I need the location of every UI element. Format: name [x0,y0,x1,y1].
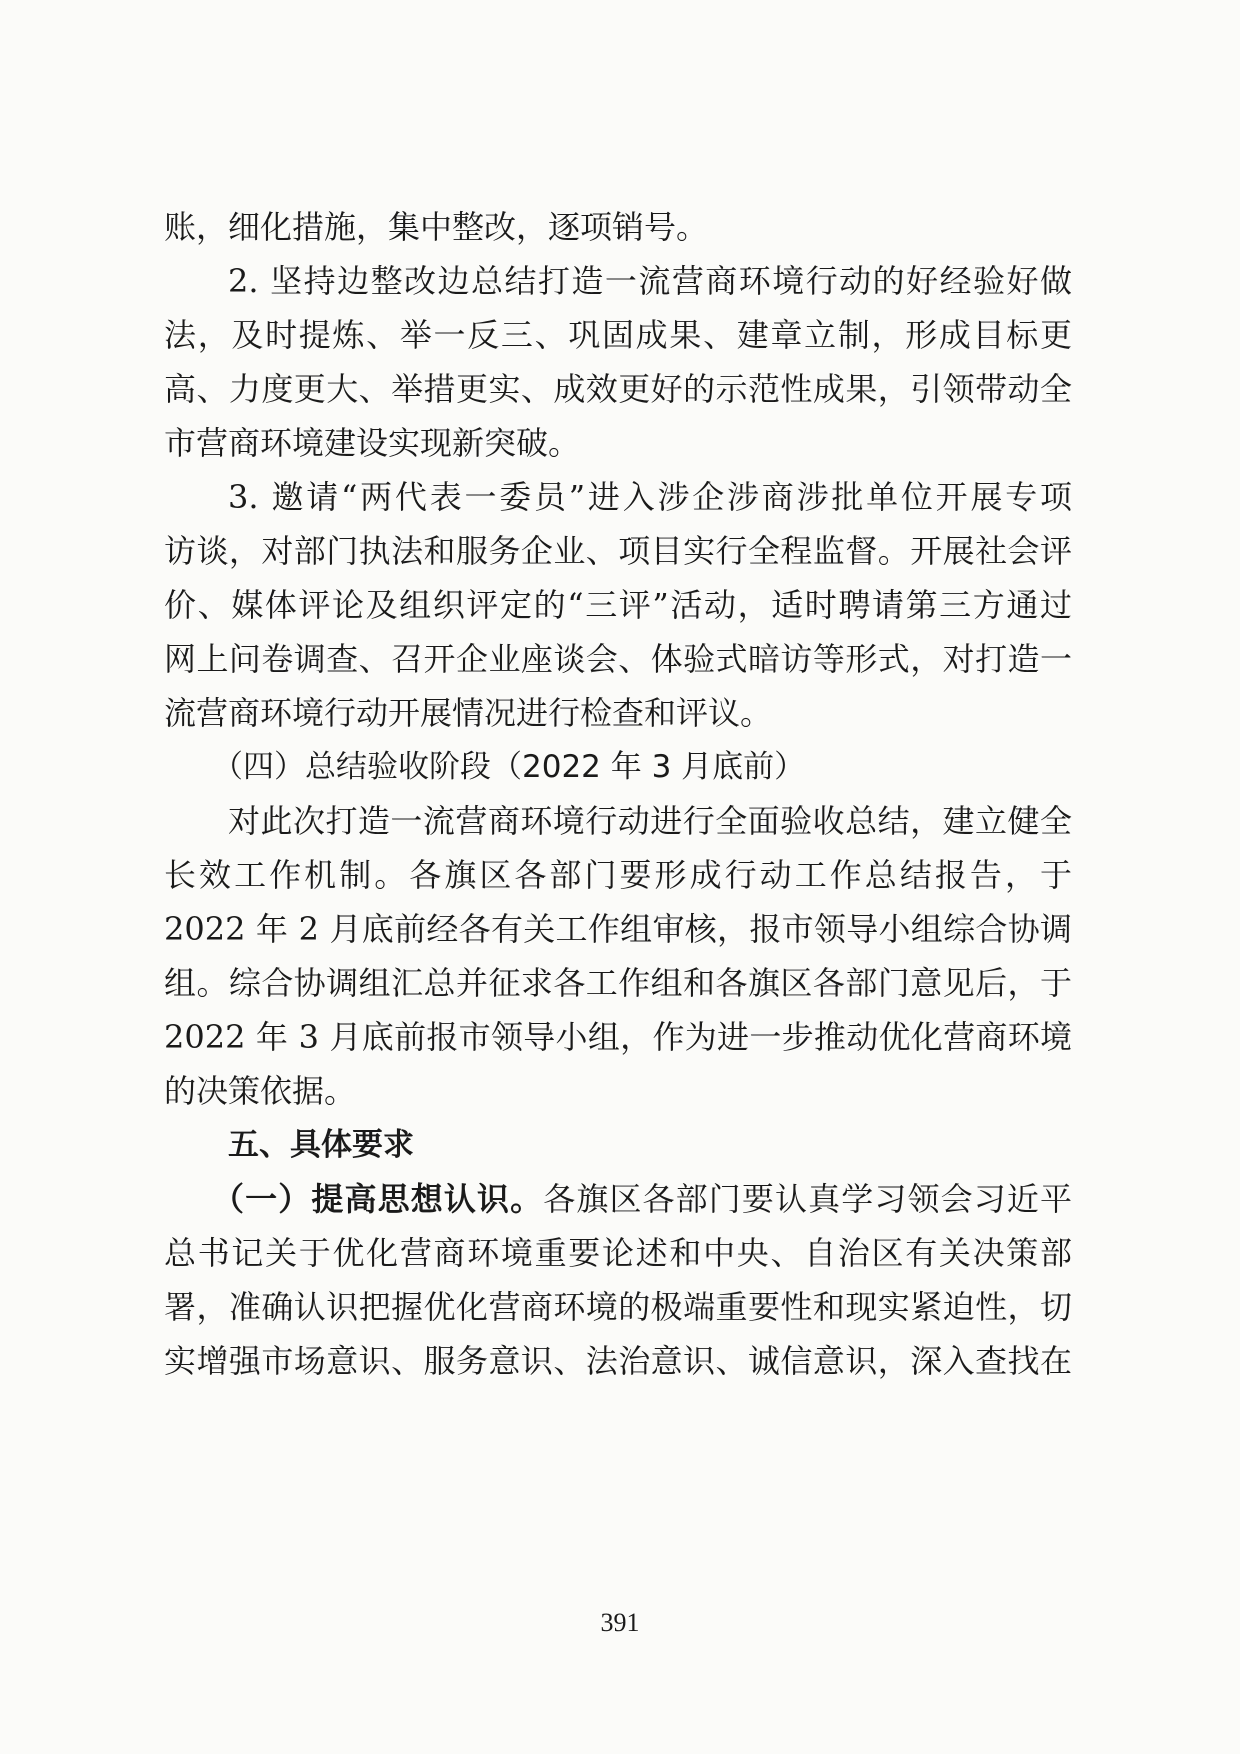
text-line: 3. 邀请“两代表一委员”进入涉企涉商涉批单位开展专项 [228,478,1072,516]
text-line: 实增强市场意识、服务意识、法治意识、诚信意识，深入查找在 [164,1342,1072,1380]
text-line: 网上问卷调查、召开企业座谈会、体验式暗访等形式，对打造一 [164,640,1072,678]
text-line: 总书记关于优化营商环境重要论述和中央、自治区有关决策部 [164,1234,1072,1272]
text-line: 账，细化措施，集中整改，逐项销号。 [164,208,709,246]
text-line: 访谈，对部门执法和服务企业、项目实行全程监督。开展社会评 [164,532,1072,570]
text-line [164,1179,1072,1219]
text-line: 2022 年 3 月底前报市领导小组，作为进一步推动优化营商环境 [164,1018,1072,1056]
text-line: 法，及时提炼、举一反三、巩固成果、建章立制，形成目标更 [164,316,1072,354]
text-line-rest: 各旗区各部门要认真学习领会习近平 [543,1180,1072,1218]
text-line: 高、力度更大、举措更实、成效更好的示范性成果，引领带动全 [164,370,1072,408]
section-heading: 五、具体要求 [228,1127,414,1163]
text-line: 2. 坚持边整改边总结打造一流营商环境行动的好经验好做 [228,262,1072,300]
section-subheading: （四）总结验收阶段（2022 年 3 月底前） [212,749,806,785]
text-line: 的决策依据。 [164,1072,357,1110]
text-line: 组。综合协调组汇总并征求各工作组和各旗区各部门意见后，于 [164,964,1072,1002]
text-line: 长效工作机制。各旗区各部门要形成行动工作总结报告，于 [164,856,1072,894]
text-line: 对此次打造一流营商环境行动进行全面验收总结，建立健全 [228,802,1072,840]
text-line: 市营商环境建设实现新突破。 [164,424,581,462]
bold-lead: （一）提高思想认识。 [212,1180,544,1218]
page-number: 391 [600,1608,640,1637]
text-line: 价、媒体评论及组织评定的“三评”活动，适时聘请第三方通过 [164,586,1072,624]
text-line: 2022 年 2 月底前经各有关工作组审核，报市领导小组综合协调 [164,910,1072,948]
text-line: 署，准确认识把握优化营商环境的极端重要性和现实紧迫性，切 [164,1288,1072,1326]
text-line: 流营商环境行动开展情况进行检查和评议。 [164,694,773,732]
